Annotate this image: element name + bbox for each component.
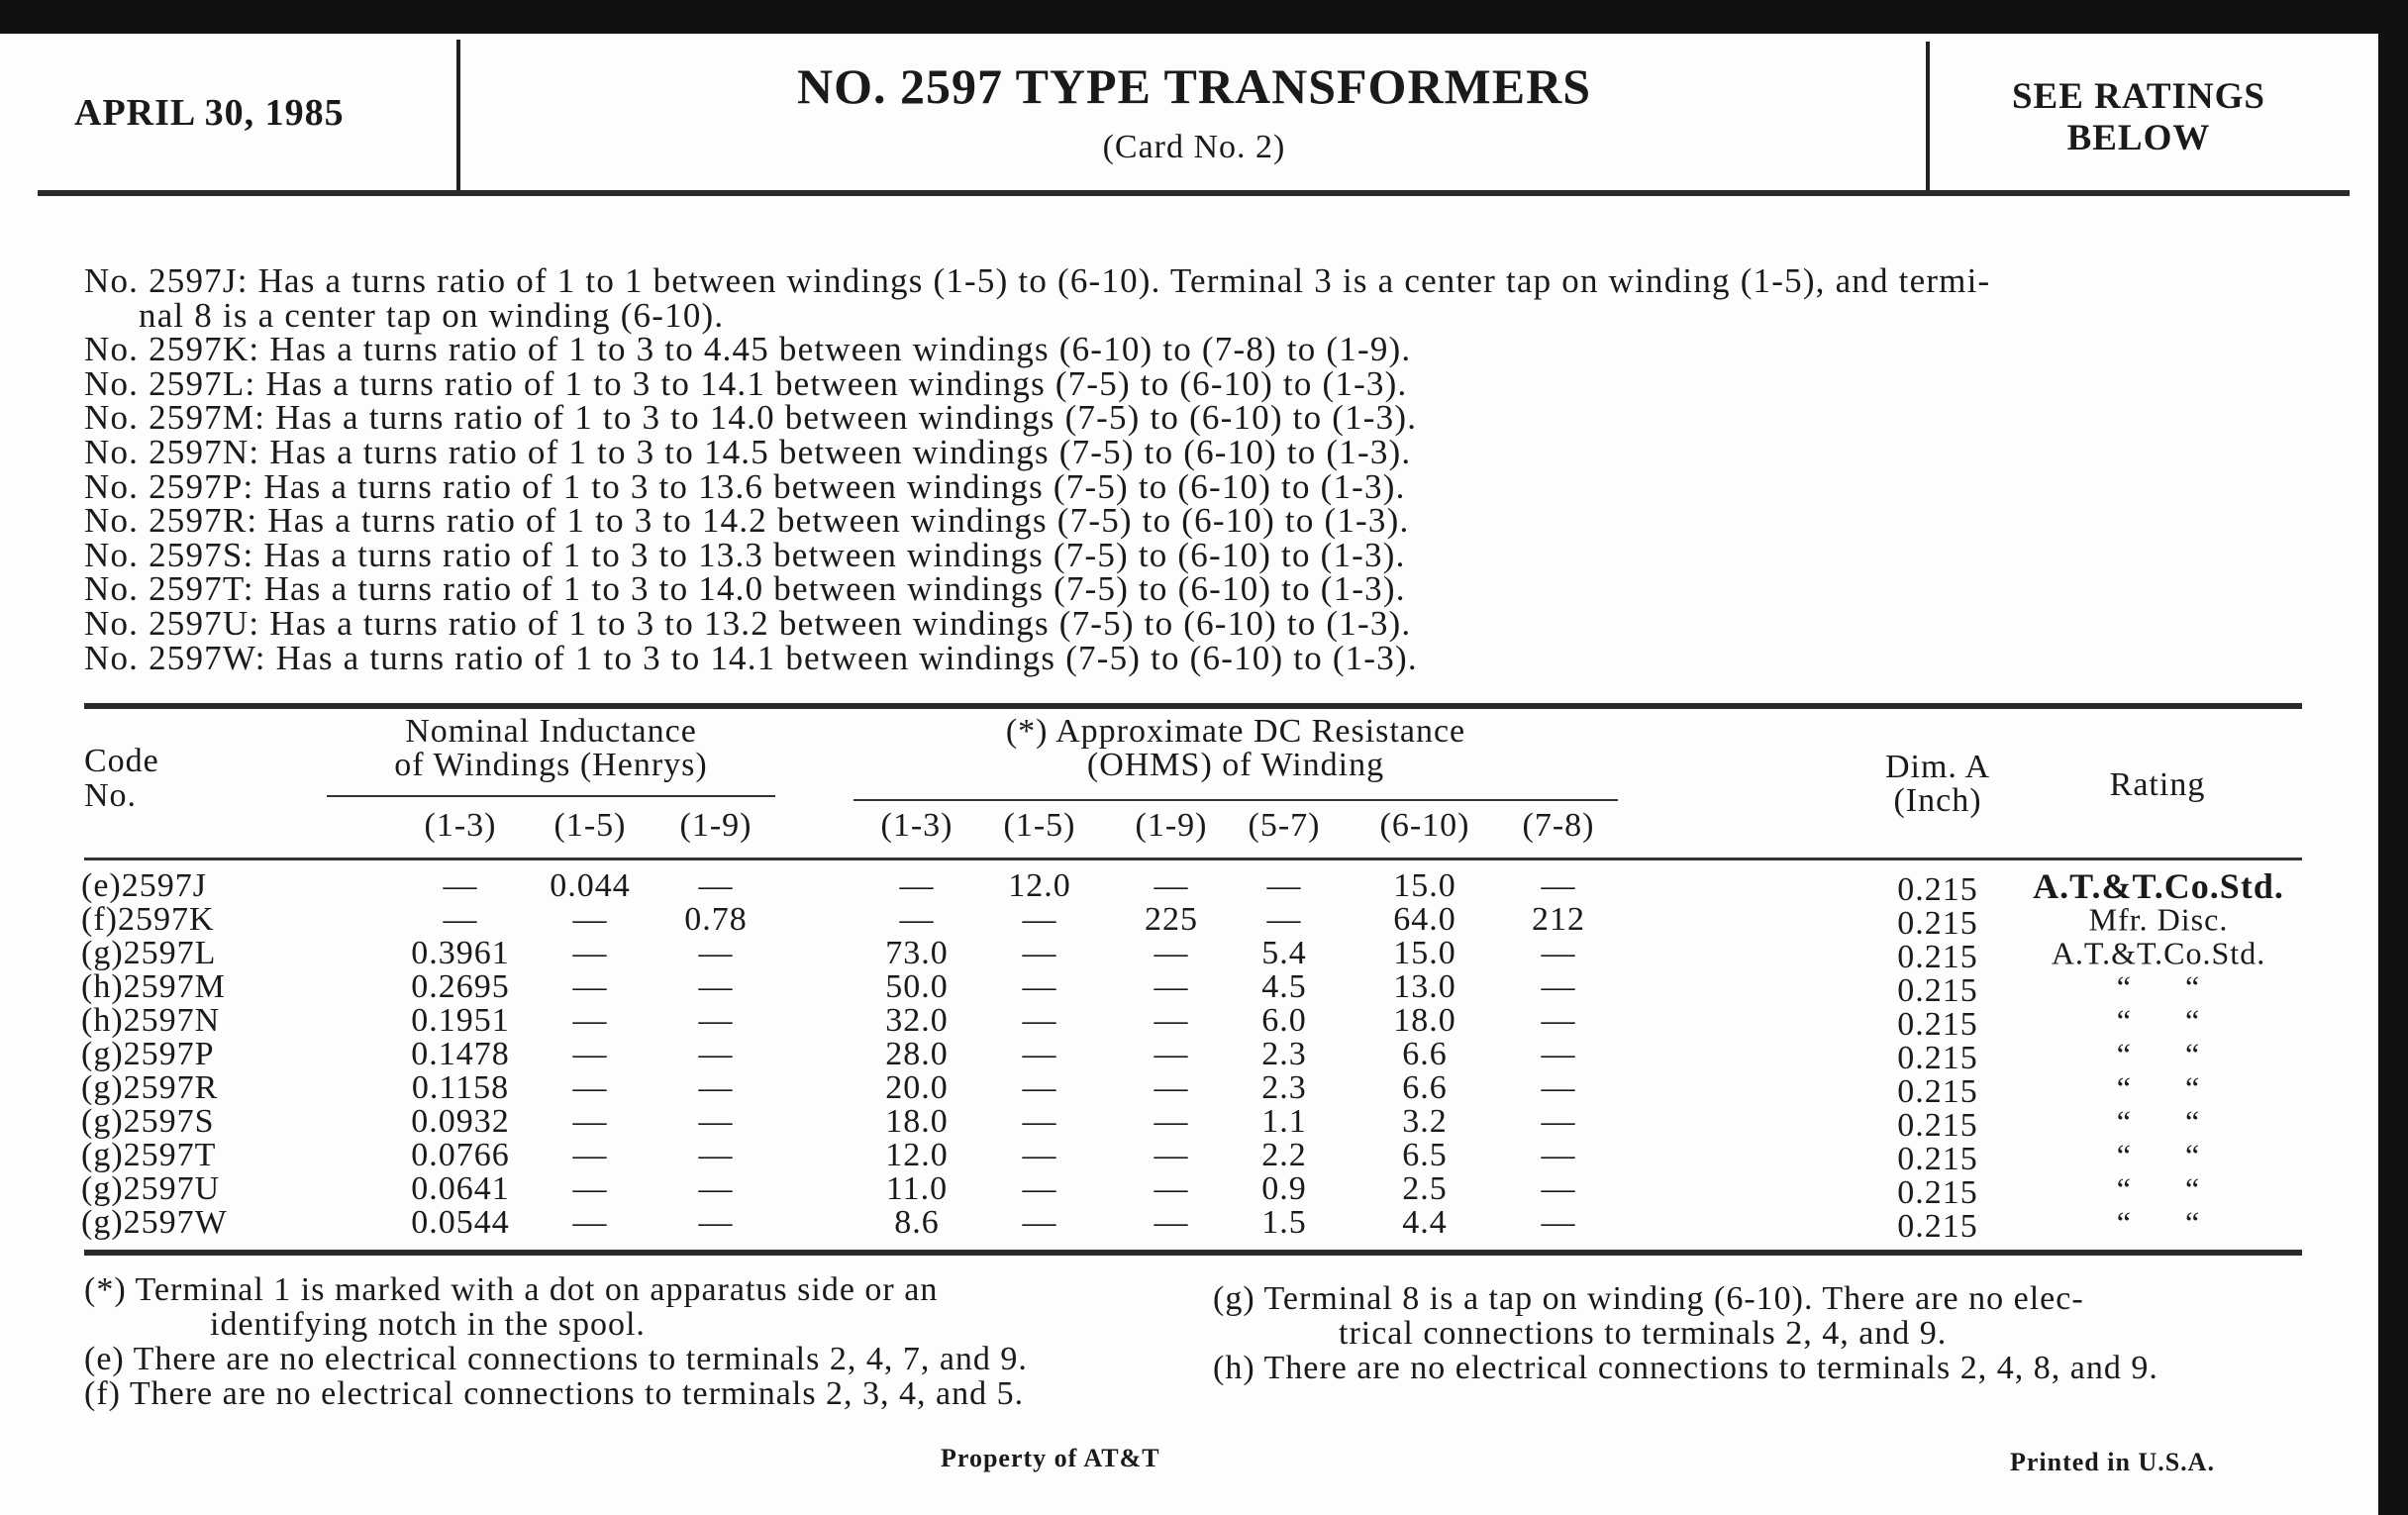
footnote-star-cont: identifying notch in the spool. bbox=[210, 1306, 646, 1343]
inductance-cell: — bbox=[572, 1103, 608, 1140]
resistance-rule bbox=[853, 799, 1618, 801]
inductance-cell: 0.0766 bbox=[411, 1137, 510, 1173]
inductance-cell: 0.0932 bbox=[411, 1103, 510, 1140]
inductance-cell: — bbox=[572, 1036, 608, 1072]
resistance-cell: 15.0 bbox=[1393, 867, 1456, 904]
resistance-cell: — bbox=[1022, 935, 1057, 971]
rating-cell: Mfr. Disc. bbox=[2088, 901, 2229, 938]
resistance-cell: 2.3 bbox=[1261, 1036, 1307, 1072]
scan-border-top bbox=[0, 0, 2408, 34]
dim-cell: 0.215 bbox=[1897, 1073, 1978, 1110]
resistance-cell: — bbox=[899, 867, 935, 904]
inductance-cell: — bbox=[698, 1103, 734, 1140]
resistance-cell: — bbox=[1154, 1069, 1189, 1106]
resistance-cell: 11.0 bbox=[885, 1170, 949, 1207]
resistance-col-header: (1-3) bbox=[880, 807, 953, 844]
inductance-header-2: of Windings (Henrys) bbox=[394, 747, 708, 783]
resistance-cell: 2.2 bbox=[1261, 1137, 1307, 1173]
resistance-cell: — bbox=[1541, 935, 1576, 971]
description-line: No. 2597S: Has a turns ratio of 1 to 3 to 13.3 between windings (7-5) to (6-10) to (1-3). bbox=[84, 535, 1406, 574]
resistance-cell: 3.2 bbox=[1402, 1103, 1448, 1140]
resistance-cell: — bbox=[1154, 1204, 1189, 1241]
resistance-col-header: (1-9) bbox=[1135, 807, 1208, 844]
description-line: No. 2597W: Has a turns ratio of 1 to 3 to 14.1 between windings (7-5) to (6-10) to (1-3). bbox=[84, 638, 1418, 677]
rating-cell: “ “ bbox=[2116, 1103, 2201, 1140]
footnote-f: (f) There are no electrical connections to terminals 2, 3, 4, and 5. bbox=[84, 1375, 1025, 1412]
footnote-h: (h) There are no electrical connections to terminals 2, 4, 8, and 9. bbox=[1213, 1350, 2158, 1386]
dim-cell: 0.215 bbox=[1897, 972, 1978, 1009]
card-date: APRIL 30, 1985 bbox=[74, 92, 345, 134]
resistance-col-header: (6-10) bbox=[1379, 807, 1470, 844]
resistance-cell: — bbox=[1541, 867, 1576, 904]
rating-header: Rating bbox=[2109, 766, 2206, 803]
resistance-cell: 4.4 bbox=[1402, 1204, 1448, 1241]
description-line: No. 2597K: Has a turns ratio of 1 to 3 to 4.45 between windings (6-10) to (7-8) to (1-9). bbox=[84, 330, 1412, 369]
header-divider bbox=[1926, 42, 1930, 192]
inductance-col-header: (1-5) bbox=[553, 807, 627, 844]
resistance-cell: 6.6 bbox=[1402, 1036, 1448, 1072]
resistance-cell: — bbox=[1022, 901, 1057, 938]
inductance-cell: — bbox=[698, 867, 734, 904]
code-cell: (h)2597M bbox=[81, 968, 226, 1005]
resistance-cell: 5.4 bbox=[1261, 935, 1307, 971]
resistance-cell: 12.0 bbox=[1008, 867, 1071, 904]
resistance-cell: 6.5 bbox=[1402, 1137, 1448, 1173]
code-header-2: No. bbox=[84, 777, 138, 814]
dim-cell: 0.215 bbox=[1897, 1107, 1978, 1144]
resistance-cell: 1.1 bbox=[1261, 1103, 1307, 1140]
property-note: Property of AT&T bbox=[941, 1444, 1160, 1472]
header-rule bbox=[38, 190, 2350, 196]
resistance-cell: 6.0 bbox=[1261, 1002, 1307, 1039]
resistance-cell: 2.5 bbox=[1402, 1170, 1448, 1207]
inductance-cell: 0.1951 bbox=[411, 1002, 510, 1039]
card-title: NO. 2597 TYPE TRANSFORMERS bbox=[796, 58, 1592, 114]
card-subtitle: (Card No. 2) bbox=[1102, 129, 1286, 165]
footnote-g-cont: trical connections to terminals 2, 4, and 9. bbox=[1339, 1315, 1948, 1352]
rating-cell: “ “ bbox=[2116, 1204, 2201, 1241]
inductance-col-header: (1-3) bbox=[424, 807, 497, 844]
inductance-cell: — bbox=[572, 1170, 608, 1207]
dim-cell: 0.215 bbox=[1897, 1006, 1978, 1043]
resistance-cell: 20.0 bbox=[885, 1069, 949, 1106]
code-cell: (h)2597N bbox=[81, 1002, 221, 1039]
resistance-col-header: (1-5) bbox=[1003, 807, 1076, 844]
resistance-cell: 13.0 bbox=[1393, 968, 1456, 1005]
resistance-col-header: (5-7) bbox=[1248, 807, 1321, 844]
resistance-cell: — bbox=[1154, 968, 1189, 1005]
resistance-cell: — bbox=[1154, 1002, 1189, 1039]
inductance-cell: — bbox=[572, 935, 608, 971]
resistance-cell: 2.3 bbox=[1261, 1069, 1307, 1106]
resistance-cell: — bbox=[1541, 1036, 1576, 1072]
resistance-cell: 212 bbox=[1532, 901, 1585, 938]
code-cell: (f)2597K bbox=[81, 901, 215, 938]
description-line: No. 2597M: Has a turns ratio of 1 to 3 to 14.0 between windings (7-5) to (6-10) to (1-3). bbox=[84, 398, 1418, 438]
resistance-col-header: (7-8) bbox=[1522, 807, 1595, 844]
code-header: Code bbox=[84, 743, 159, 779]
description-line: No. 2597P: Has a turns ratio of 1 to 3 to 13.6 between windings (7-5) to (6-10) to (1-3). bbox=[84, 466, 1406, 506]
inductance-cell: — bbox=[698, 968, 734, 1005]
inductance-cell: — bbox=[572, 968, 608, 1005]
description-line: No. 2597J: Has a turns ratio of 1 to 1 between windings (1-5) to (6-10). Terminal 3 is a center tap on winding (1-5), and termi- bbox=[84, 261, 1991, 300]
code-cell: (g)2597P bbox=[81, 1036, 215, 1072]
printed-note: Printed in U.S.A. bbox=[2010, 1448, 2215, 1476]
inductance-cell: 0.3961 bbox=[411, 935, 510, 971]
inductance-cell: — bbox=[443, 901, 478, 938]
inductance-cell: — bbox=[572, 1137, 608, 1173]
inductance-cell: — bbox=[698, 935, 734, 971]
resistance-cell: — bbox=[1154, 867, 1189, 904]
inductance-cell: 0.78 bbox=[684, 901, 748, 938]
resistance-cell: — bbox=[1266, 901, 1302, 938]
rating-cell: “ “ bbox=[2116, 1137, 2201, 1173]
table-top-rule bbox=[84, 703, 2302, 709]
rating-cell: “ “ bbox=[2116, 968, 2201, 1005]
resistance-cell: — bbox=[1541, 1002, 1576, 1039]
resistance-header: (*) Approximate DC Resistance bbox=[1005, 713, 1466, 750]
header-divider bbox=[456, 40, 460, 190]
resistance-cell: — bbox=[1022, 1103, 1057, 1140]
resistance-cell: — bbox=[1154, 1137, 1189, 1173]
inductance-cell: — bbox=[698, 1137, 734, 1173]
rating-cell: A.T.&T.Co.Std. bbox=[2051, 935, 2266, 971]
description-line: No. 2597N: Has a turns ratio of 1 to 3 to 14.5 between windings (7-5) to (6-10) to (1-3). bbox=[84, 433, 1412, 471]
dim-cell: 0.215 bbox=[1897, 1141, 1978, 1177]
resistance-cell: 64.0 bbox=[1393, 901, 1456, 938]
dim-cell: 0.215 bbox=[1897, 871, 1978, 908]
dim-header-2: (Inch) bbox=[1893, 782, 1982, 819]
rating-cell: “ “ bbox=[2116, 1170, 2201, 1207]
inductance-cell: — bbox=[698, 1170, 734, 1207]
inductance-col-header: (1-9) bbox=[679, 807, 752, 844]
footnote-star: (*) Terminal 1 is marked with a dot on apparatus side or an bbox=[84, 1271, 939, 1308]
inductance-cell: 0.1478 bbox=[411, 1036, 510, 1072]
code-cell: (e)2597J bbox=[81, 867, 207, 904]
inductance-cell: — bbox=[698, 1204, 734, 1241]
resistance-cell: — bbox=[1541, 1137, 1576, 1173]
code-cell: (g)2597S bbox=[81, 1103, 215, 1140]
resistance-cell: — bbox=[1541, 1103, 1576, 1140]
rating-cell: A.T.&T.Co.Std. bbox=[2033, 866, 2284, 906]
dim-cell: 0.215 bbox=[1897, 905, 1978, 942]
resistance-cell: 12.0 bbox=[885, 1137, 949, 1173]
footnote-g: (g) Terminal 8 is a tap on winding (6-10). There are no elec- bbox=[1213, 1280, 2084, 1317]
description-line: No. 2597L: Has a turns ratio of 1 to 3 to 14.1 between windings (7-5) to (6-10) to (1-3). bbox=[84, 363, 1408, 403]
description-line: No. 2597R: Has a turns ratio of 1 to 3 to 14.2 between windings (7-5) to (6-10) to (1-3). bbox=[84, 501, 1410, 541]
inductance-cell: — bbox=[443, 867, 478, 904]
dim-header: Dim. A bbox=[1884, 749, 1991, 785]
rating-cell: “ “ bbox=[2116, 1002, 2201, 1039]
resistance-cell: 8.6 bbox=[894, 1204, 940, 1241]
resistance-cell: — bbox=[1541, 1069, 1576, 1106]
ratings-note-2: BELOW bbox=[2066, 118, 2211, 158]
resistance-cell: 18.0 bbox=[1393, 1002, 1456, 1039]
inductance-cell: — bbox=[572, 1069, 608, 1106]
code-cell: (g)2597L bbox=[81, 935, 217, 971]
resistance-cell: 28.0 bbox=[885, 1036, 949, 1072]
ratings-note-1: SEE RATINGS bbox=[2011, 76, 2266, 117]
scan-border-right bbox=[2378, 0, 2408, 1515]
resistance-cell: — bbox=[1022, 1036, 1057, 1072]
code-cell: (g)2597T bbox=[81, 1137, 217, 1173]
resistance-cell: — bbox=[1266, 867, 1302, 904]
inductance-cell: — bbox=[698, 1036, 734, 1072]
resistance-cell: 4.5 bbox=[1261, 968, 1307, 1005]
resistance-cell: 15.0 bbox=[1393, 935, 1456, 971]
code-cell: (g)2597R bbox=[81, 1069, 219, 1106]
dim-cell: 0.215 bbox=[1897, 1208, 1978, 1245]
resistance-cell: 225 bbox=[1145, 901, 1198, 938]
rating-cell: “ “ bbox=[2116, 1069, 2201, 1106]
footnote-e: (e) There are no electrical connections to terminals 2, 4, 7, and 9. bbox=[84, 1341, 1028, 1377]
resistance-cell: — bbox=[1022, 968, 1057, 1005]
inductance-rule bbox=[327, 795, 775, 797]
inductance-cell: 0.0544 bbox=[411, 1204, 510, 1241]
dim-cell: 0.215 bbox=[1897, 1040, 1978, 1076]
resistance-cell: 32.0 bbox=[885, 1002, 949, 1039]
resistance-cell: — bbox=[1154, 1036, 1189, 1072]
resistance-cell: — bbox=[899, 901, 935, 938]
resistance-cell: — bbox=[1022, 1002, 1057, 1039]
inductance-cell: 0.1158 bbox=[411, 1069, 510, 1106]
description-line: No. 2597T: Has a turns ratio of 1 to 3 to 14.0 between windings (7-5) to (6-10) to (1-3). bbox=[84, 569, 1406, 609]
resistance-cell: — bbox=[1022, 1204, 1057, 1241]
inductance-cell: — bbox=[572, 901, 608, 938]
description-line: No. 2597U: Has a turns ratio of 1 to 3 to 13.2 between windings (7-5) to (6-10) to (1-3). bbox=[84, 604, 1412, 643]
resistance-cell: 50.0 bbox=[885, 968, 949, 1005]
rating-cell: “ “ bbox=[2116, 1036, 2201, 1072]
dim-cell: 0.215 bbox=[1897, 1174, 1978, 1211]
resistance-cell: — bbox=[1154, 1170, 1189, 1207]
dim-cell: 0.215 bbox=[1897, 939, 1978, 975]
resistance-cell: — bbox=[1154, 935, 1189, 971]
table-bottom-rule bbox=[84, 1250, 2302, 1256]
resistance-cell: 0.9 bbox=[1261, 1170, 1307, 1207]
inductance-cell: 0.2695 bbox=[411, 968, 510, 1005]
description-line: nal 8 is a center tap on winding (6-10). bbox=[139, 295, 725, 335]
resistance-header-2: (OHMS) of Winding bbox=[1086, 747, 1385, 783]
header-bottom-rule bbox=[84, 858, 2302, 860]
resistance-cell: — bbox=[1541, 1170, 1576, 1207]
resistance-cell: — bbox=[1022, 1069, 1057, 1106]
inductance-cell: — bbox=[572, 1204, 608, 1241]
resistance-cell: 1.5 bbox=[1261, 1204, 1307, 1241]
resistance-cell: 18.0 bbox=[885, 1103, 949, 1140]
resistance-cell: 6.6 bbox=[1402, 1069, 1448, 1106]
code-cell: (g)2597U bbox=[81, 1170, 221, 1207]
resistance-cell: — bbox=[1022, 1137, 1057, 1173]
inductance-cell: — bbox=[572, 1002, 608, 1039]
inductance-cell: — bbox=[698, 1069, 734, 1106]
inductance-header: Nominal Inductance bbox=[405, 713, 697, 750]
resistance-cell: — bbox=[1541, 1204, 1576, 1241]
inductance-cell: 0.044 bbox=[550, 867, 631, 904]
resistance-cell: — bbox=[1022, 1170, 1057, 1207]
resistance-cell: 73.0 bbox=[885, 935, 949, 971]
code-cell: (g)2597W bbox=[81, 1204, 228, 1241]
resistance-cell: — bbox=[1154, 1103, 1189, 1140]
inductance-cell: — bbox=[698, 1002, 734, 1039]
inductance-cell: 0.0641 bbox=[411, 1170, 510, 1207]
resistance-cell: — bbox=[1541, 968, 1576, 1005]
